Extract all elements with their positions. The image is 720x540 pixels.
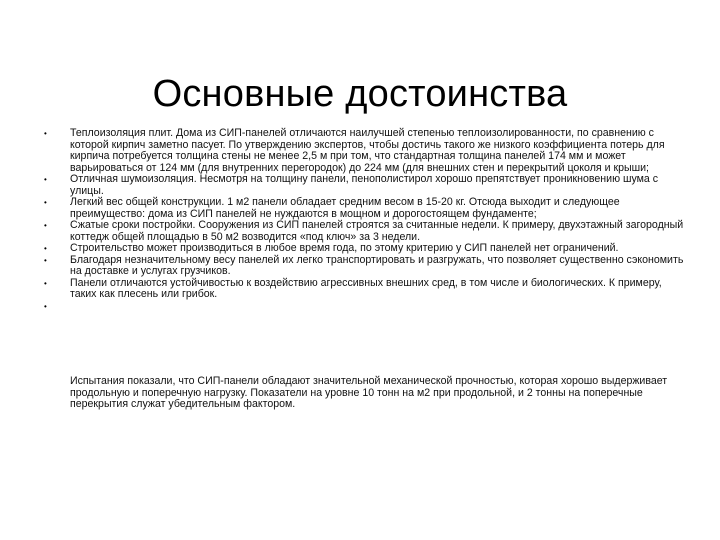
bullet-text	[70, 301, 684, 313]
bullet-item-build-time	[44, 220, 684, 243]
bullet-dot-icon: •	[44, 255, 47, 265]
bullet-text: Благодаря незначительному весу панелей их легко транспортировать и разгружать, что позволяет существенно сэкономить на доставке и услугах грузчиков.	[70, 253, 684, 277]
bullet-text: Панели отличаются устойчивостью к воздействию агрессивных внешних сред, в том числе и биологических. К примеру, таких как плесень или грибок.	[70, 276, 662, 300]
bullet-text: Сжатые сроки постройки. Сооружения из СИП панелей строятся за считанные недели. К примеру, двухэтажный загородный коттедж общей площадью в 50 м2 возводится «под ключ» за 3 недели.	[70, 219, 684, 243]
bullet-dot-icon: •	[44, 175, 47, 184]
bullet-text: Строительство может производиться в любое время года, по этому критерию у СИП панелей нет ограничений.	[70, 242, 619, 254]
bullet-item-resistance	[44, 278, 684, 301]
closing-paragraph: Испытания показали, что СИП-панели обладают значительной механической прочностью, которая хорошо выдерживает продольную и поперечную нагрузку. Показатели на уровне 10 тонн на м2 при продольной, и 2 тонны на поперечные перекрытия служат убедительным фактором.	[70, 375, 668, 410]
bullet-text: Отличная шумоизоляция. Несмотря на толщину панели, пенополистирол хорошо препятствует проникновению шума с улицы.	[70, 173, 659, 197]
bullet-text: Теплоизоляция плит. Дома из СИП-панелей отличаются наилучшей степенью теплоизолированности, по сравнению с которой кирпич заметно пасует. По утверждению экспертов, чтобы достичь такого же низкого коэффициента потерь для кирпича потребуется толщина стены не менее 2,5 м при том, что стандартная толщина панелей 174 мм и может варьироваться от 124 мм (для внутренних перегородок) до 224 мм (для внешних стен и перекрытий цоколя и крыши;	[70, 127, 665, 174]
bullet-item-any-season	[44, 243, 684, 255]
bullet-item-sound-insulation	[44, 174, 684, 197]
bullet-dot-icon: •	[44, 221, 47, 230]
bullet-item-light-weight	[44, 197, 684, 220]
bullet-dot-icon: •	[44, 244, 47, 253]
bullet-dot-icon: •	[44, 129, 47, 138]
bullet-list	[44, 128, 684, 312]
slide-title: Основные достоинства	[152, 73, 568, 116]
bullet-dot-icon: •	[44, 278, 47, 288]
bullet-dot-icon: •	[44, 301, 47, 311]
bullet-text: Легкий вес общей конструкции. 1 м2 панели обладает средним весом в 15-20 кг. Отсюда выходит и следующее преимущество: дома из СИП панелей не нуждаются в мощном и дорогостоящем фундаменте;	[70, 196, 620, 220]
bullet-item-thermal-insulation	[44, 128, 684, 174]
bullet-item-empty	[44, 301, 684, 313]
bullet-item-transport	[44, 255, 684, 278]
bullet-dot-icon: •	[44, 198, 47, 207]
